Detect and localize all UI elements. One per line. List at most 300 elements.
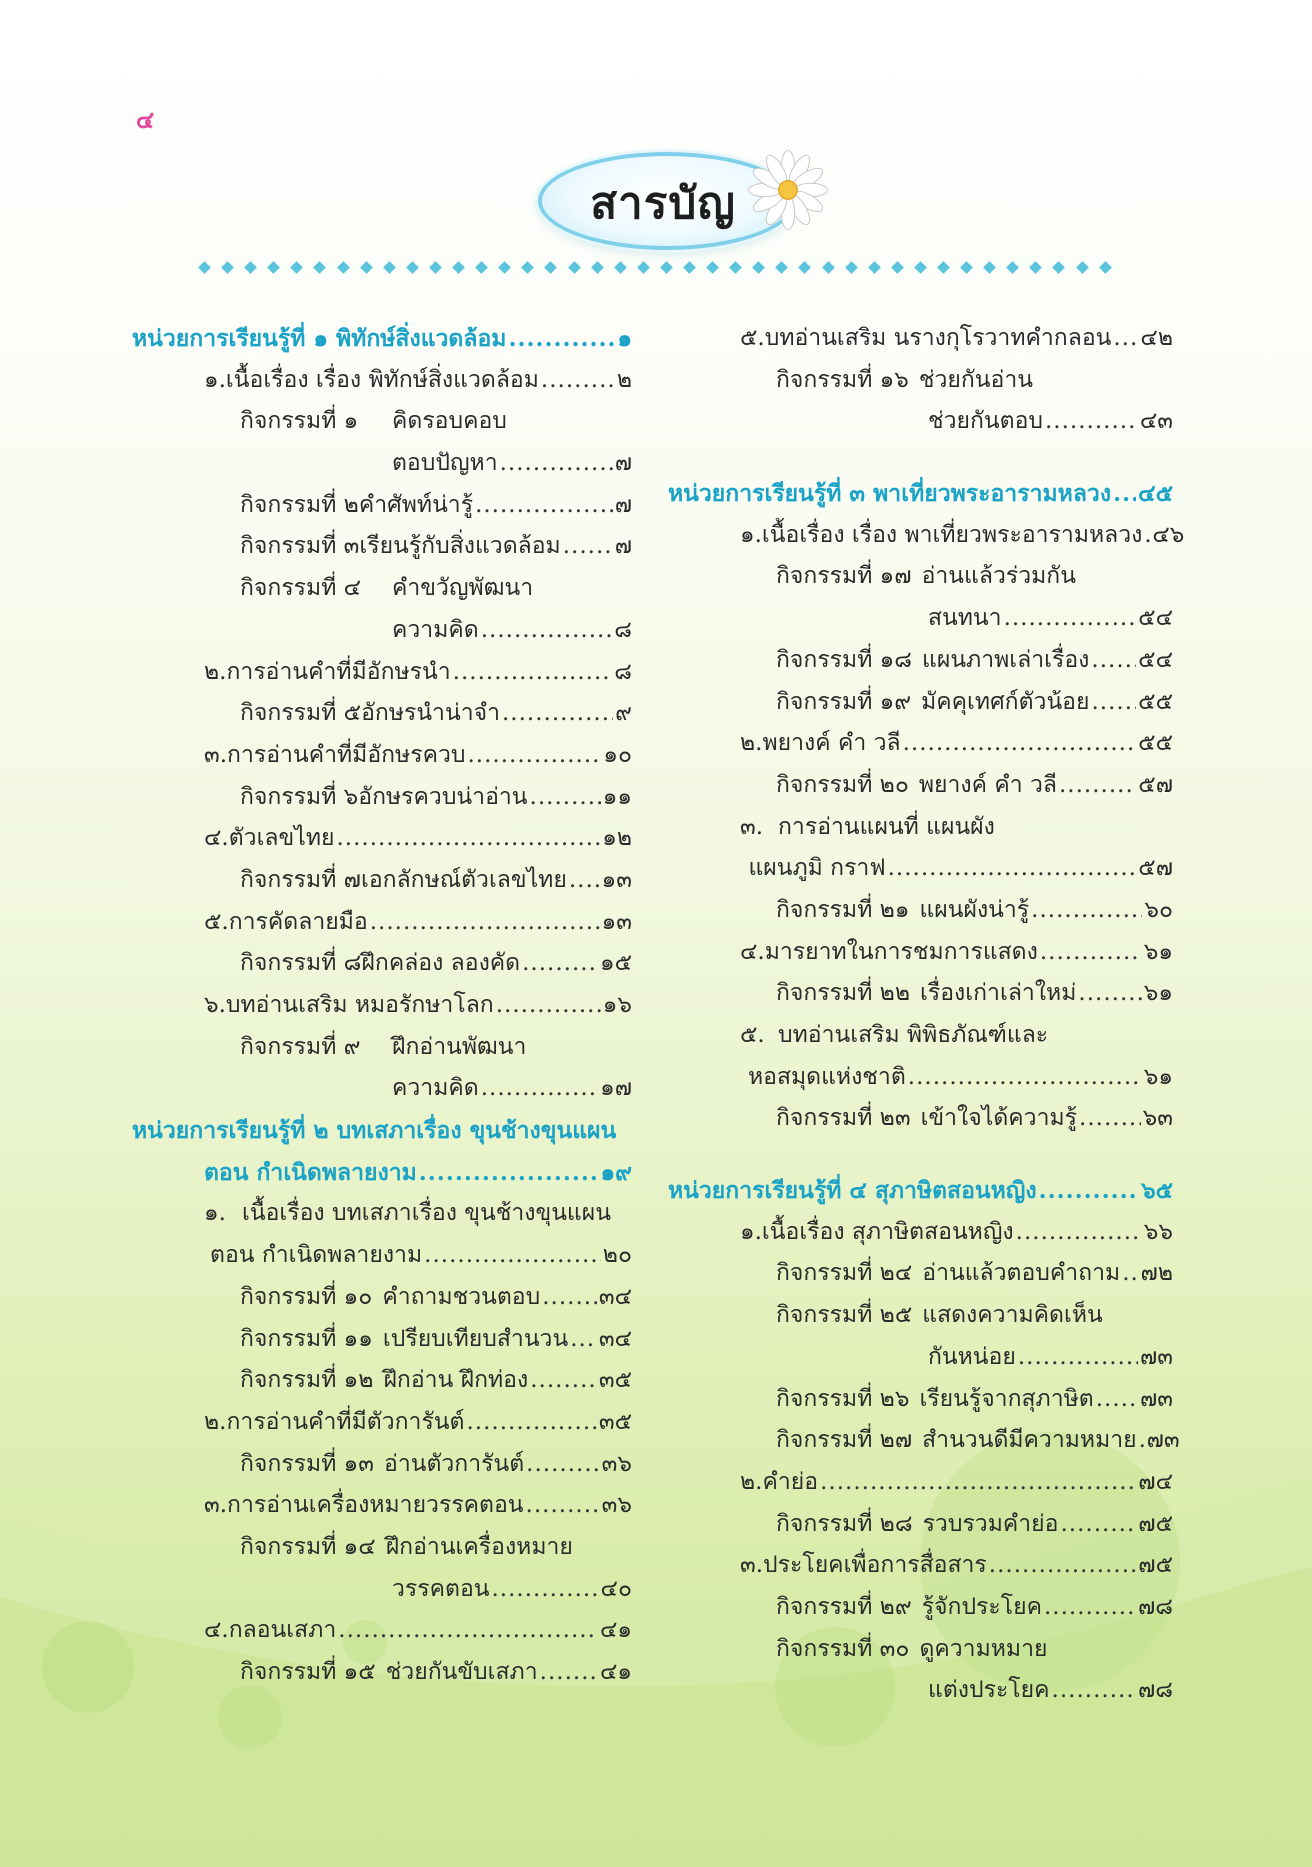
divider-dot: [314, 261, 327, 274]
divider-dot: [729, 261, 742, 274]
toc-page-number: ๖๖: [1143, 1218, 1173, 1245]
toc-page-number: ๘: [614, 616, 632, 643]
toc-activity-label: กิจกรรมที่ ๒๑: [776, 896, 910, 923]
toc-activity-label: กิจกรรมที่ ๑๘: [776, 646, 913, 673]
divider-dot: [937, 261, 950, 274]
divider-dot: [660, 261, 673, 274]
toc-dot-leader: [989, 1545, 1137, 1587]
toc-activity-entry[interactable]: [132, 1444, 632, 1486]
toc-activity-entry[interactable]: [132, 1360, 632, 1402]
divider-dot: [521, 261, 534, 274]
toc-section-entry-continued[interactable]: [132, 1235, 632, 1277]
toc-dot-leader: [338, 1610, 598, 1652]
toc-activity-label: กิจกรรมที่ ๗: [240, 866, 361, 893]
toc-activity-entry-continued[interactable]: [668, 401, 1173, 443]
toc-dot-leader: [508, 318, 615, 360]
toc-page-number: ๑: [617, 325, 632, 352]
toc-page-number: ๓๖: [601, 1492, 632, 1519]
toc-activity-label: กิจกรรมที่ ๓๐: [776, 1635, 910, 1662]
toc-dot-leader: [1031, 890, 1142, 932]
toc-activity-label: กิจกรรมที่ ๓: [240, 533, 360, 560]
toc-activity-entry[interactable]: [668, 1629, 1173, 1671]
toc-page-number: ๔๒: [1140, 325, 1173, 351]
toc-dot-leader: [466, 1402, 596, 1444]
toc-dot-leader: [1091, 682, 1136, 724]
toc-activity-label: กิจกรรมที่ ๑๒: [240, 1367, 374, 1394]
toc-entry-title: มารยาทในการชมการแสดง: [764, 938, 1038, 965]
toc-dot-leader: [569, 860, 600, 902]
toc-activity-label: กิจกรรมที่ ๒๒: [776, 980, 910, 1007]
toc-section-number: ๓.: [204, 741, 228, 768]
divider-dot: [498, 261, 511, 274]
toc-dot-leader: [1004, 598, 1137, 640]
toc-entry-title: อักษรควบน่าอ่าน: [358, 783, 528, 810]
toc-dot-leader: [1052, 1670, 1136, 1712]
toc-page-number: ๗๓: [1139, 1385, 1173, 1412]
toc-entry-title: สนทนา: [928, 605, 1002, 632]
toc-activity-label: กิจกรรมที่ ๒๔: [776, 1260, 913, 1287]
toc-activity-label: กิจกรรมที่ ๑: [240, 408, 359, 435]
toc-entry-title: บทอ่านเสริม นรางกุโรวาทคำกลอน: [764, 325, 1112, 351]
toc-entry-title: วรรคตอน: [392, 1575, 490, 1602]
toc-page-number: ๔๓: [1139, 408, 1173, 435]
toc-dot-leader: [481, 1068, 598, 1110]
toc-dot-leader: [570, 1319, 597, 1361]
toc-page-number: ๑๓: [601, 866, 632, 893]
toc-section-entry[interactable]: [668, 515, 1185, 557]
toc-activity-entry[interactable]: [668, 682, 1173, 724]
toc-activity-label: กิจกรรมที่ ๑๙: [776, 688, 912, 715]
toc-page-number: ๗๒: [1140, 1260, 1173, 1287]
toc-page-number: ๓๕: [598, 1408, 632, 1435]
toc-activity-entry[interactable]: [132, 1027, 632, 1069]
toc-section-entry[interactable]: [668, 318, 1173, 360]
toc-activity-entry[interactable]: [132, 943, 632, 985]
toc-entry-title: เนื้อเรื่อง สุภาษิตสอนหญิง: [761, 1218, 1014, 1245]
toc-dot-leader: [542, 1277, 597, 1319]
toc-dot-leader: [563, 526, 613, 568]
divider-dot: [1076, 261, 1089, 274]
toc-section-number: ๓.: [740, 813, 764, 840]
toc-activity-label: กิจกรรมที่ ๙: [240, 1033, 361, 1060]
toc-page-number: ๑๐: [603, 741, 632, 768]
divider-dot: [198, 261, 211, 274]
toc-section-number: ๕.: [740, 325, 765, 351]
divider-dot: [891, 261, 904, 274]
toc-unit-heading[interactable]: [132, 1110, 632, 1152]
toc-entry-title: มัคคุเทศก์ตัวน้อย: [921, 688, 1090, 715]
toc-section-entry[interactable]: [132, 652, 632, 694]
toc-section-entry[interactable]: [132, 735, 632, 777]
toc-activity-label: กิจกรรมที่ ๒๐: [776, 771, 909, 798]
toc-page-number: ๗๕: [1138, 1552, 1173, 1579]
toc-entry-title: แผนภาพเล่าเรื่อง: [922, 646, 1090, 673]
toc-entry-title: เรียนรู้จากสุภาษิต: [919, 1385, 1094, 1412]
toc-activity-entry[interactable]: [132, 401, 632, 443]
toc-entry-title: คำย่อ: [762, 1468, 819, 1495]
toc-dot-leader: [419, 1152, 599, 1194]
toc-section-entry[interactable]: [132, 1485, 632, 1527]
toc-section-number: ๓.: [204, 1492, 228, 1519]
toc-activity-label: กิจกรรมที่ ๑๖: [776, 366, 909, 393]
toc-page-number: ๓๖: [601, 1450, 632, 1477]
toc-page-number: ๗๓: [1146, 1427, 1180, 1454]
toc-dot-leader: [526, 1485, 600, 1527]
toc-entry-title: เข้าใจได้ความรู้: [920, 1105, 1078, 1132]
toc-activity-entry[interactable]: [668, 1295, 1173, 1337]
toc-activity-label: กิจกรรมที่ ๒๕: [776, 1302, 913, 1329]
toc-activity-entry-continued[interactable]: [132, 610, 632, 652]
toc-page-number: ๓๔: [598, 1325, 632, 1352]
toc-activity-label: กิจกรรมที่ ๑๑: [240, 1325, 373, 1352]
toc-activity-entry-continued[interactable]: [668, 1337, 1173, 1379]
toc-activity-label: กิจกรรมที่ ๑๕: [240, 1659, 376, 1685]
toc-page-number: ๔๑: [599, 1617, 632, 1644]
toc-dot-leader: [540, 1652, 598, 1694]
toc-section-entry-continued[interactable]: [668, 848, 1173, 890]
toc-dot-leader: [1040, 932, 1142, 974]
toc-entry-title: การอ่านคำที่มีอักษรควบ: [227, 741, 466, 768]
divider-dot: [752, 261, 765, 274]
toc-page-number: ๒: [616, 366, 632, 393]
toc-page-number: ๔๖: [1152, 521, 1185, 548]
toc-section-entry[interactable]: [668, 1015, 1173, 1057]
divider-dot: [475, 261, 488, 274]
toc-activity-entry-continued[interactable]: [132, 443, 632, 485]
toc-entry-title: ตัวเลขไทย: [228, 825, 335, 852]
toc-dot-leader: [496, 985, 601, 1027]
divider-dot: [291, 261, 304, 274]
toc-section-number: ๒.: [740, 1468, 763, 1495]
toc-dot-leader: [1059, 765, 1136, 807]
toc-dot-leader: [491, 1569, 598, 1611]
toc-entry-title: อ่านแล้วร่วมกัน: [921, 563, 1076, 590]
toc-page-number: ๑๙: [600, 1158, 632, 1186]
toc-section-entry[interactable]: [668, 1462, 1173, 1504]
toc-dot-leader: [500, 443, 613, 485]
toc-section-number: ๔.: [740, 938, 765, 965]
toc-page-number: ๗๔: [1138, 1468, 1173, 1495]
toc-entry-title: การคัดลายมือ: [228, 908, 368, 935]
toc-activity-entry[interactable]: [132, 1319, 632, 1361]
toc-page-number: ๔๐: [600, 1575, 632, 1602]
toc-activity-entry[interactable]: [668, 1098, 1173, 1140]
toc-activity-label: กิจกรรมที่ ๕: [240, 700, 362, 727]
toc-activity-entry[interactable]: [668, 890, 1173, 932]
toc-page-number: ๘: [614, 658, 632, 685]
toc-activity-entry[interactable]: [132, 860, 632, 902]
toc-activity-label: กิจกรรมที่ ๔: [240, 575, 362, 602]
toc-dot-leader: [424, 1235, 601, 1277]
toc-activity-entry-continued[interactable]: [132, 1569, 632, 1611]
toc-section-entry[interactable]: [668, 932, 1173, 974]
toc-dot-leader: [1139, 1420, 1145, 1462]
toc-page-number: ๑๖: [602, 992, 632, 1018]
toc-page-number: ๑๓: [601, 908, 632, 935]
toc-page-number: ๗๘: [1137, 1677, 1173, 1704]
toc-entry-title: พยางค์ คำ วลี: [918, 771, 1057, 798]
toc-section-entry[interactable]: [668, 1212, 1173, 1254]
toc-activity-entry[interactable]: [132, 1527, 632, 1569]
divider-dot: [799, 261, 812, 274]
toc-activity-entry[interactable]: [668, 556, 1173, 598]
toc-activity-entry[interactable]: [132, 1652, 632, 1694]
toc-section-entry[interactable]: [132, 1193, 632, 1235]
toc-section-entry[interactable]: [132, 360, 632, 402]
divider-dot: [960, 261, 973, 274]
toc-dot-leader: [1122, 1253, 1138, 1295]
divider-dot: [822, 261, 835, 274]
toc-entry-title: ช่วยกันอ่าน: [918, 366, 1033, 393]
toc-section-number: ๒.: [740, 730, 763, 757]
toc-entry-title: การอ่านเครื่องหมายวรรคตอน: [227, 1492, 524, 1519]
toc-activity-entry[interactable]: [132, 485, 632, 527]
toc-dot-leader: [1091, 640, 1136, 682]
toc-entry-title: อักษรนำน่าจำ: [361, 700, 500, 727]
toc-entry-title: ดูความหมาย: [919, 1635, 1048, 1662]
toc-activity-entry[interactable]: [668, 1253, 1173, 1295]
divider-dot: [1006, 261, 1019, 274]
toc-entry-title: แผนภูมิ กราฟ: [748, 855, 886, 882]
page-number: ๔: [136, 106, 155, 134]
toc-activity-label: กิจกรรมที่ ๒๙: [776, 1593, 912, 1620]
toc-dot-leader: [530, 1360, 597, 1402]
toc-activity-entry[interactable]: [132, 526, 632, 568]
toc-entry-title: เนื้อเรื่อง บทเสภาเรื่อง ขุนช้างขุนแผน: [242, 1200, 611, 1227]
toc-entry-title: เรียนรู้กับสิ่งแวดล้อม: [359, 533, 561, 560]
toc-entry-title: รวบรวมคำย่อ: [922, 1510, 1059, 1537]
toc-dot-leader: [481, 610, 613, 652]
toc-activity-entry[interactable]: [668, 765, 1173, 807]
divider-dot: [429, 261, 442, 274]
toc-dot-leader: [1113, 318, 1138, 360]
toc-entry-title: เอกลักษณ์ตัวเลขไทย: [360, 866, 567, 893]
toc-dot-leader: [1144, 515, 1150, 557]
toc-section-number: ๑.: [204, 1200, 226, 1227]
toc-page-number: ๕๕: [1138, 688, 1173, 715]
toc-activity-label: กิจกรรมที่ ๒๘: [776, 1510, 913, 1537]
toc-page-number: ๗๓: [1139, 1343, 1173, 1370]
toc-section-entry[interactable]: [132, 1610, 632, 1652]
toc-dot-leader: [1113, 473, 1136, 515]
toc-entry-title: พยางค์ คำ วลี: [762, 730, 901, 757]
toc-entry-title: อ่านแล้วตอบคำถาม: [922, 1260, 1121, 1287]
toc-page-number: ๕๔: [1138, 646, 1173, 673]
divider-dot: [914, 261, 927, 274]
toc-entry-title: ประโยคเพื่อการสื่อสาร: [763, 1552, 987, 1579]
toc-activity-label: กิจกรรมที่ ๒: [240, 491, 359, 518]
toc-activity-entry-continued[interactable]: [668, 1670, 1173, 1712]
toc-unit-heading[interactable]: [668, 473, 1173, 515]
toc-entry-title: ฝึกอ่านเครื่องหมาย: [385, 1533, 573, 1560]
toc-activity-entry[interactable]: [668, 640, 1173, 682]
divider-dot: [267, 261, 280, 274]
toc-entry-title: ตอบปัญหา: [392, 450, 498, 477]
divider-dot: [868, 261, 881, 274]
toc-activity-entry[interactable]: [668, 973, 1173, 1015]
toc-entry-title: ความคิด: [392, 1075, 479, 1102]
toc-dot-leader: [453, 652, 613, 694]
toc-entry-title: การอ่านแผนที่ แผนผัง: [778, 813, 995, 840]
toc-entry-title: ฝึกคล่อง ลองคัด: [361, 950, 521, 977]
toc-section-number: ๑.: [740, 1218, 762, 1245]
divider-dot: [568, 261, 581, 274]
toc-activity-label: กิจกรรมที่ ๒๓: [776, 1105, 911, 1132]
divider-dot: [983, 261, 996, 274]
toc-activity-entry-continued[interactable]: [668, 598, 1173, 640]
toc-section-number: ๔.: [204, 825, 229, 852]
toc-activity-entry[interactable]: [668, 1379, 1173, 1421]
toc-dot-leader: [1039, 1170, 1139, 1212]
toc-page-number: ๓๔: [598, 1283, 632, 1310]
toc-entry-title: หน่วยการเรียนรู้ที่ ๓ พาเที่ยวพระอารามหลวง: [668, 480, 1112, 508]
toc-activity-entry[interactable]: [132, 693, 632, 735]
toc-section-entry[interactable]: [132, 818, 632, 860]
toc-activity-entry[interactable]: [132, 777, 632, 819]
toc-page-number: ๖๑: [1143, 980, 1173, 1007]
toc-dot-leader: [467, 735, 601, 777]
toc-activity-label: กิจกรรมที่ ๑๗: [776, 563, 912, 590]
toc-entry-title: ช่วยกันขับเสภา: [385, 1659, 538, 1685]
toc-activity-entry[interactable]: [132, 1277, 632, 1319]
toc-entry-title: ช่วยกันตอบ: [928, 408, 1043, 435]
toc-section-number: ๒.: [204, 658, 227, 685]
toc-page-number: ๗๘: [1137, 1593, 1173, 1620]
toc-page-number: ๙: [615, 700, 632, 727]
toc-entry-title: เนื้อเรื่อง เรื่อง พิทักษ์สิ่งแวดล้อม: [225, 366, 539, 393]
toc-activity-entry[interactable]: [668, 360, 1173, 402]
dotted-divider: [200, 261, 1110, 275]
toc-activity-entry[interactable]: [668, 1504, 1173, 1546]
page-title: สารบัญ: [590, 178, 736, 229]
toc-section-entry[interactable]: [668, 723, 1173, 765]
divider-dot: [545, 261, 558, 274]
divider-dot: [1030, 261, 1043, 274]
divider-dot: [360, 261, 373, 274]
toc-entry-title: เรื่องเก่าเล่าใหม่: [920, 980, 1077, 1007]
toc-page-number: ๗: [614, 491, 632, 518]
toc-page-number: ๔๕: [1138, 480, 1173, 508]
toc-entry-title: อ่านตัวการันต์: [384, 1450, 525, 1477]
toc-page-number: ๗: [614, 533, 632, 560]
toc-entry-title: ฝึกอ่าน ฝึกท่อง: [383, 1367, 529, 1394]
toc-entry-title: บทอ่านเสริม พิพิธภัณฑ์และ: [778, 1022, 1049, 1048]
toc-page-number: ๕๗: [1138, 855, 1173, 882]
toc-entry-title: กลอนเสภา: [228, 1617, 337, 1644]
toc-dot-leader: [1016, 1212, 1142, 1254]
toc-entry-title: ฝึกอ่านพัฒนา: [392, 1033, 527, 1060]
divider-dot: [244, 261, 257, 274]
divider-dot: [706, 261, 719, 274]
toc-entry-title: แต่งประโยค: [928, 1677, 1050, 1704]
toc-dot-leader: [888, 848, 1137, 890]
toc-entry-title: คำศัพท์น่ารู้: [358, 491, 474, 518]
toc-page-number: ๓๕: [598, 1367, 632, 1394]
toc-page-number: ๑๗: [600, 1075, 632, 1102]
toc-activity-entry[interactable]: [668, 1420, 1180, 1462]
toc-activity-label: กิจกรรมที่ ๑๐: [240, 1283, 373, 1310]
toc-activity-entry[interactable]: [668, 1587, 1173, 1629]
toc-page-number: ๑๒: [602, 825, 632, 852]
toc-page-number: ๗: [614, 450, 632, 477]
toc-dot-leader: [336, 818, 600, 860]
toc-section-entry[interactable]: [132, 1402, 632, 1444]
toc-section-entry[interactable]: [668, 1545, 1173, 1587]
toc-section-entry[interactable]: [132, 902, 632, 944]
divider-dot: [1099, 261, 1112, 274]
toc-activity-label: กิจกรรมที่ ๑๔: [240, 1533, 376, 1560]
toc-page-number: ๖๐: [1144, 896, 1173, 923]
toc-dot-leader: [1045, 401, 1138, 443]
divider-dot: [452, 261, 465, 274]
toc-unit-heading[interactable]: [132, 318, 632, 360]
toc-entry-title: เนื้อเรื่อง เรื่อง พาเที่ยวพระอารามหลวง: [761, 521, 1143, 548]
toc-unit-heading-continued[interactable]: [132, 1152, 632, 1194]
toc-page-number: ๖๑: [1143, 938, 1173, 965]
toc-page-number: ๕๗: [1138, 771, 1173, 798]
toc-section-entry[interactable]: [132, 985, 632, 1027]
toc-page-number: ๖๓: [1142, 1105, 1173, 1132]
toc-dot-leader: [1078, 973, 1141, 1015]
divider-dot: [591, 261, 604, 274]
toc-section-number: ๓.: [740, 1552, 764, 1579]
toc-activity-entry[interactable]: [132, 568, 632, 610]
divider-dot: [1053, 261, 1066, 274]
toc-entry-title: หน่วยการเรียนรู้ที่ ๑ พิทักษ์สิ่งแวดล้อม: [132, 325, 507, 352]
toc-right-column: [668, 318, 1185, 1712]
divider-dot: [614, 261, 627, 274]
toc-dot-leader: [1079, 1098, 1141, 1140]
toc-section-number: ๖.: [204, 992, 226, 1018]
toc-entry-title: กันหน่อย: [928, 1343, 1016, 1370]
toc-section-entry[interactable]: [668, 807, 1173, 849]
toc-entry-title: รู้จักประโยค: [921, 1593, 1042, 1620]
toc-entry-title: ตอน กำเนิดพลายงาม: [204, 1158, 417, 1186]
toc-dot-leader: [526, 1444, 600, 1486]
toc-entry-title: ความคิด: [392, 616, 479, 643]
toc-section-number: ๒.: [204, 1408, 227, 1435]
toc-activity-label: กิจกรรมที่ ๖: [240, 783, 359, 810]
toc-section-number: ๑.: [204, 366, 226, 393]
toc-dot-leader: [530, 777, 601, 819]
toc-unit-heading[interactable]: [668, 1170, 1173, 1212]
toc-entry-title: คิดรอบคอบ: [392, 408, 507, 435]
toc-section-entry-continued[interactable]: [668, 1057, 1173, 1099]
toc-entry-title: การอ่านคำที่มีตัวการันต์: [226, 1408, 465, 1435]
toc-activity-label: กิจกรรมที่ ๒๗: [776, 1427, 913, 1454]
toc-dot-leader: [1096, 1379, 1138, 1421]
divider-dot: [337, 261, 350, 274]
toc-dot-leader: [522, 943, 598, 985]
divider-dot: [683, 261, 696, 274]
toc-activity-label: กิจกรรมที่ ๑๓: [240, 1450, 374, 1477]
toc-page-number: ๕๔: [1138, 605, 1173, 632]
title-badge: [530, 142, 830, 254]
toc-entry-title: หอสมุดแห่งชาติ: [747, 1063, 906, 1090]
toc-entry-title: หน่วยการเรียนรู้ที่ ๒ บทเสภาเรื่อง ขุนช้างขุนแผน: [132, 1117, 617, 1145]
divider-dot: [845, 261, 858, 274]
toc-page-number: ๖๕: [1140, 1177, 1173, 1205]
toc-entry-title: เปรียบเทียบสำนวน: [382, 1325, 569, 1352]
toc-activity-entry-continued[interactable]: [132, 1068, 632, 1110]
toc-entry-title: คำขวัญพัฒนา: [392, 575, 534, 602]
toc-left-column: [132, 318, 632, 1694]
toc-activity-label: กิจกรรมที่ ๒๖: [776, 1385, 910, 1412]
divider-dot: [221, 261, 234, 274]
daisy-flower-icon: [746, 148, 830, 232]
toc-entry-title: ตอน กำเนิดพลายงาม: [210, 1242, 423, 1269]
toc-page-number: ๒๐: [602, 1242, 632, 1269]
